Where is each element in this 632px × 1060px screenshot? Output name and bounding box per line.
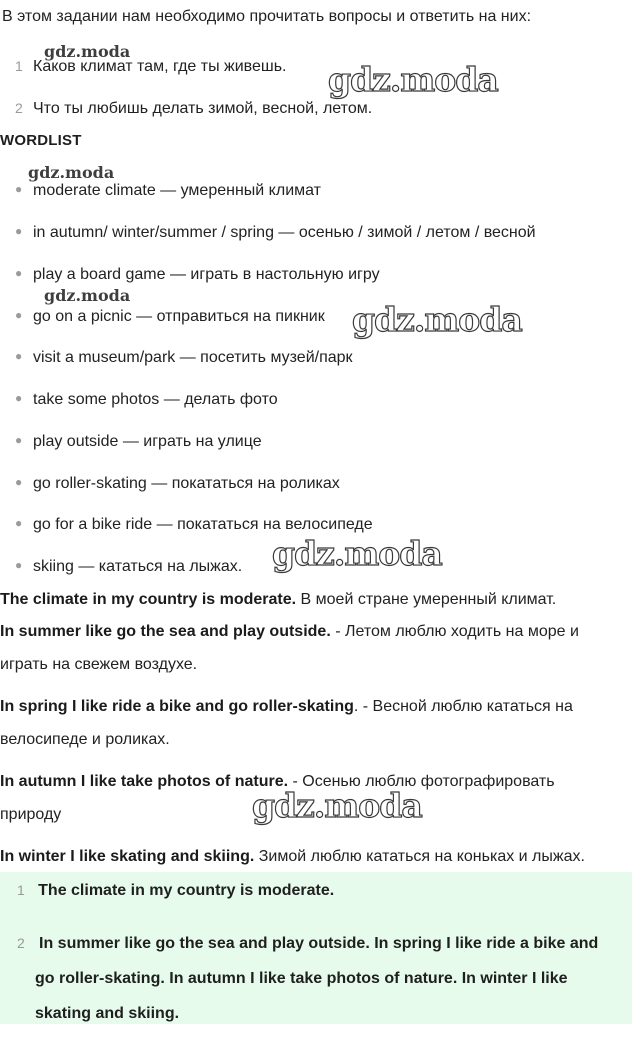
wordlist-item — [15, 224, 536, 242]
watermark-logo: gdz.moda — [44, 42, 131, 61]
answer-number: 1 — [17, 882, 25, 898]
paragraph-russian: - Летом люблю ходить на море и играть на свежем воздухе. — [0, 623, 579, 673]
wordlist-heading: WORDLIST — [0, 132, 82, 149]
bullet-icon: ● — [15, 349, 23, 363]
watermark-logo: gdz.moda — [44, 286, 131, 305]
question-number: 2 — [15, 100, 23, 116]
wordlist-item — [15, 391, 278, 409]
wordlist-item-text: go for a bike ride — покататься на велосипеде — [33, 516, 373, 533]
answer-text: In summer like go the sea and play outside. In spring I like ride a bike and go roller-skating. In autumn I like take photos of nature. In winter I like skating and skiing. — [35, 935, 599, 1022]
wordlist-item-text: play outside — играть на улице — [33, 433, 262, 450]
question-text: Каков климат там, где ты живешь. — [33, 58, 287, 75]
bullet-icon: ● — [15, 475, 23, 489]
wordlist-item-text: skiing — кататься на лыжах. — [33, 558, 243, 575]
wordlist-item-text: play a board game — играть в настольную игру — [33, 266, 380, 283]
intro-text: В этом задании нам необходимо прочитать вопросы и ответить на них: — [2, 8, 532, 25]
wordlist-item — [15, 349, 353, 367]
paragraph — [0, 583, 620, 616]
wordlist-item-text: moderate climate — умеренный климат — [33, 182, 322, 199]
bullet-icon: ● — [15, 558, 23, 572]
wordlist-item — [15, 182, 321, 200]
answer-1 — [17, 882, 334, 900]
paragraph-english: In spring I like ride a bike and go roller-skating — [0, 698, 354, 715]
wordlist-item — [15, 266, 380, 284]
wordlist-item — [15, 433, 262, 451]
paragraph-english: In winter I like skating and skiing. — [0, 848, 255, 865]
question-2 — [15, 100, 372, 118]
wordlist-item — [15, 475, 340, 493]
answer-box — [0, 872, 632, 1024]
paragraph-russian: В моей стране умеренный климат. — [296, 591, 557, 608]
paragraph — [0, 615, 620, 681]
bullet-icon: ● — [15, 391, 23, 405]
paragraph — [0, 840, 620, 873]
answer-number: 2 — [17, 935, 25, 951]
wordlist-item — [15, 516, 373, 534]
watermark-logo: gdz.moda — [28, 163, 115, 182]
bullet-icon: ● — [15, 266, 23, 280]
watermark-logo: gdz.moda — [272, 534, 442, 573]
bullet-icon: ● — [15, 224, 23, 238]
wordlist-item-text: take some photos — делать фото — [33, 391, 278, 408]
paragraph — [0, 690, 620, 756]
wordlist-item — [15, 558, 242, 576]
wordlist-item-text: in autumn/ winter/summer / spring — осенью / зимой / летом / весной — [33, 224, 536, 241]
paragraph-english: In autumn I like take photos of nature. — [0, 773, 289, 790]
wordlist-item-text: go roller-skating — покататься на роликах — [33, 475, 340, 492]
paragraph-russian: . - Весной люблю кататься на велосипеде и роликах. — [0, 698, 573, 748]
bullet-icon: ● — [15, 182, 23, 196]
bullet-icon: ● — [15, 516, 23, 530]
paragraph-english: The climate in my country is moderate. — [0, 591, 297, 608]
paragraph-english: In summer like go the sea and play outside. — [0, 623, 331, 640]
answer-text: The climate in my country is moderate. — [38, 882, 335, 899]
paragraph-russian: - Осенью люблю фотографировать природу — [0, 773, 555, 823]
watermark-logo: gdz.moda — [352, 300, 522, 339]
watermark-logo: gdz.moda — [252, 786, 422, 825]
watermark-logo: gdz.moda — [328, 60, 498, 99]
wordlist-item — [15, 308, 325, 326]
paragraph-russian: Зимой люблю кататься на коньках и лыжах. — [254, 848, 585, 865]
wordlist-item-text: visit a museum/park — посетить музей/парк — [33, 349, 353, 366]
question-number: 1 — [15, 58, 23, 74]
answer-2 — [17, 926, 617, 1031]
bullet-icon: ● — [15, 308, 23, 322]
question-text: Что ты любишь делать зимой, весной, летом. — [33, 100, 373, 117]
bullet-icon: ● — [15, 433, 23, 447]
wordlist-item-text: go on a picnic — отправиться на пикник — [33, 308, 325, 325]
